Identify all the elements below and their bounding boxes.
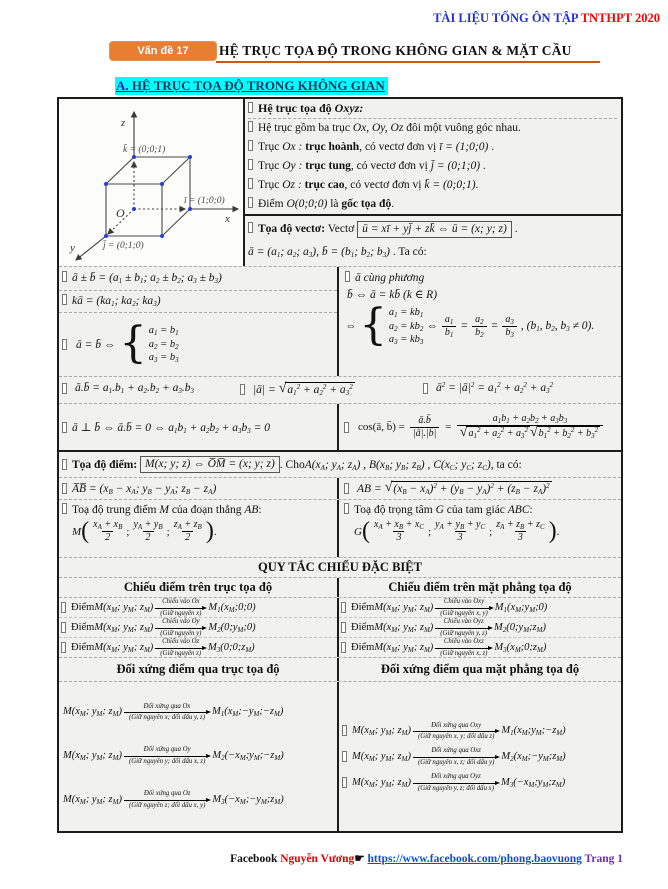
k-vector-label: k̄ = (0;0;1)	[123, 145, 166, 155]
footer-facebook-label: Facebook	[230, 853, 281, 865]
fraction: $\frac{y_A + y_B}{2}$	[133, 519, 163, 543]
footer-author-name: Nguyễn Vương	[280, 853, 355, 865]
ab-vector-formula: A̅B̅ = ($x_B - x_A$; $y_B - y_A$; $z_B - z_A$)	[59, 478, 337, 499]
fraction: $\frac{a_1}{b_1}$	[442, 314, 457, 339]
projection-axis-column	[59, 598, 337, 657]
table-row	[59, 499, 621, 557]
vector-ab-line: ā = ($a_1$; $a_2$; $a_3$), b̄ = ($b_1$; $b_2$; $b_3$) . Ta có:	[248, 246, 427, 259]
section-a-heading	[115, 77, 388, 95]
symmetry-header-axis: Đối xứng điểm qua trục tọa độ	[116, 662, 280, 676]
projection-row: Điểm $M(x_M$; $y_M$; $z_M$) Chiếu vào Oyz (Giữ nguyên y, z) $M_2(0;y_M;z_M)$	[339, 617, 621, 637]
equation-system: { $a_1 = kb_1$ $a_2 = kb_2$ $a_3 = kb_3$	[359, 299, 424, 350]
figure-cell	[59, 99, 245, 266]
vector-add-formula: ā ± b̄ = ($a_1 \pm b_1$; $a_2 \pm b_2$; $a_3 \pm b_3$)	[59, 267, 337, 291]
projection-row: Điểm $M(x_M$; $y_M$; $z_M$) Chiếu vào Oxy (Giữ nguyên x, y) $M_1(x_M;y_M;0)$	[339, 598, 621, 617]
boxed-vector-formula: ū = xī + yj̄ + zk̄ ⇔ ū = (x; y; z)	[357, 221, 512, 238]
header-title: TÀI LIỆU TỔNG ÔN TẬP	[433, 11, 578, 25]
fraction: $\frac{y_A + y_B + y_C}{3}$	[435, 519, 486, 543]
symmetry-axis-column	[59, 682, 337, 831]
mapping-arrow: Chiếu vào Oz (Giữ nguyên z)	[155, 639, 206, 658]
projection-row: Điểm $M(x_M$; $y_M$; $z_M$) Chiếu vào Ox (Giữ nguyên x) $M_1(x_M;0;0)$	[59, 598, 337, 617]
vector-ops-cell	[59, 267, 337, 376]
origin-label: O	[116, 206, 125, 220]
centroid-caption: Toạ độ trọng tâm G của tam giác ABC:	[344, 503, 621, 516]
projection-plane-column	[337, 598, 621, 657]
mapping-arrow: Đối xứng qua Oxy (Giữ nguyên x, y; đổi dấu z)	[413, 723, 499, 742]
axes-title: Hệ trục tọa độ Oxyz:	[248, 100, 617, 119]
symmetry-header-plane: Đối xứng điểm qua mặt phẳng tọa độ	[337, 658, 621, 681]
sqrt: √ $a_1^2 + a_2^2 + a_3^2$	[459, 425, 528, 440]
symmetry-headers	[59, 657, 621, 681]
projection-row: Điểm $M(x_M$; $y_M$; $z_M$) Chiếu vào Oxz (Giữ nguyên x, z) $M_3(x_M;0;z_M)$	[339, 637, 621, 657]
section-a-title: HỆ TRỤC TỌA ĐỘ TRONG KHÔNG GIAN	[131, 78, 385, 93]
axes-info	[245, 99, 621, 216]
main-table	[57, 97, 623, 833]
collinear-system: ⇔ { $a_1 = kb_1$ $a_2 = kb_2$ $a_3 = kb_3$ ⇔ $\frac{a_1}{b_1}$ = $\frac{a_2}{b_2}$ = $\frac{a_3}{b_3}$ , ($b_1$, $b_2$, $b_3 \ne 0$).	[345, 299, 595, 350]
sqrt: √ $a_1^2 + a_2^2 + a_3^2$	[278, 381, 353, 397]
point-coords-row: Tọa độ điểm: M(x; y; z) ⇔ O̅M̅ = (x; y; z) . Cho $A(x_A$; $y_A$; $z_A$) , $B(x_B$; $y_B$; $z_B$) , $C(x_C$; $y_C$; $z_C$) , ta có:	[59, 450, 621, 477]
j-vector-label: j̄ = (0;1;0)	[103, 241, 144, 251]
midpoint-caption: Toạ độ trung điểm M của đoạn thẳng AB:	[62, 503, 337, 516]
midpoint-formula: M ( $\frac{x_A + x_B}{2}$ ; $\frac{y_A + y_B}{2}$ ; $\frac{z_A + z_B}{2}$ ) .	[72, 517, 217, 544]
table-row	[59, 403, 621, 450]
fraction: $\frac{z_A + z_B + z_C}{3}$	[496, 519, 545, 543]
axis-ox-line: Trục Ox : trục hoành, có vectơ đơn vị ī = (1;0;0) .	[248, 138, 617, 157]
table-row	[59, 477, 621, 499]
header-year: TNTHPT 2020	[580, 11, 660, 25]
fraction: $\frac{z_A + z_B}{2}$	[173, 519, 202, 543]
equation-system: { $a_1 = b_1$ $a_2 = b_2$ $a_3 = b_3$	[119, 318, 179, 369]
midpoint-cell	[59, 500, 337, 557]
symmetry-row: $M(x_M$; $y_M$; $z_M$) Đối xứng qua Ox (Giữ nguyên x; đổi dấu y, z) $M_1(x_M;-y_M;-z_M)$	[63, 702, 284, 722]
i-vector-label: ī = (1;0;0)	[184, 196, 225, 206]
projection-row: Điểm $M(x_M$; $y_M$; $z_M$) Chiếu vào Oy (Giữ nguyên y) $M_2(0;y_M;0)$	[59, 617, 337, 637]
problem-tab	[109, 41, 217, 61]
symmetry-row: $M(x_M$; $y_M$; $z_M$) Đối xứng qua Oxy (Giữ nguyên x, y; đổi dấu z) $M_1(x_M;y_M;-z_M)$	[342, 722, 621, 741]
coordinate-cube-figure	[59, 99, 243, 264]
projection-banner: QUY TẮC CHIẾU ĐẶC BIỆT	[59, 557, 621, 577]
cos-angle-formula: cos(ā, b̄) = $\frac{ā.b̄}{|ā|.|b̄|}$ = $a_1b_1 + a_2b_2 + a_3b_3$ √ $a_1^2 + a_2^2 + a_3^2$ √ $b_1^2 + b_2^2 + b_3^2$	[337, 404, 621, 450]
symmetry-plane-column	[337, 682, 621, 831]
mapping-arrow: Chiếu vào Oxy (Giữ nguyên x, y)	[435, 599, 493, 618]
vector-scalar-formula: kā = ($ka_1$; $ka_2$; $ka_3$)	[59, 291, 337, 313]
symmetry-rows	[59, 681, 621, 831]
symmetry-row: $M(x_M$; $y_M$; $z_M$) Đối xứng qua Oy (Giữ nguyên y; đổi dấu x, z) $M_2(-x_M;y_M;-z_M)$	[63, 746, 284, 765]
mapping-arrow: Đối xứng qua Oyz (Giữ nguyên y, z; đổi dấu x)	[413, 774, 499, 793]
dot-product-row	[59, 376, 621, 403]
collinear-line2: b̄ ⇔ ā = kb̄ (k ∈ R)	[347, 289, 438, 301]
centroid-cell	[337, 500, 621, 557]
symmetry-row: $M(x_M$; $y_M$; $z_M$) Đối xứng qua Oxz (Giữ nguyên x, z; đổi dấu y) $M_2(x_M;-y_M;z_M)$	[342, 747, 621, 766]
axis-oz-line: Trục Oz : trục cao, có vectơ đơn vị k̄ = (0;0;1).	[248, 176, 617, 195]
problem-title: HỆ TRỤC TỌA ĐỘ TRONG KHÔNG GIAN & MẶT CẦU	[219, 43, 572, 58]
dot-product-formula: ā.b̄ = $a_1.b_1 + a_2.b_2 + a_3.b_3$	[62, 382, 194, 394]
vector-square-formula: $ā^2$ = $|ā|^2 = a_1^2 + a_2^2 + a_3^2$	[423, 382, 553, 394]
mapping-arrow: Chiếu vào Oyz (Giữ nguyên y, z)	[435, 619, 492, 638]
page-number: Trang 1	[581, 853, 623, 865]
collinear-line1: ā cùng phương	[345, 270, 619, 287]
ab-length-formula: AB = √ $(x_B - x_A)^2 + (y_B - y_A)^2 + (z_B - z_A)^2$	[337, 478, 621, 499]
x-axis-label: x	[225, 213, 230, 225]
origin-line: Điểm O(0;0;0) là gốc tọa độ.	[248, 195, 617, 214]
fraction: $\frac{x_A + x_B + x_C}{3}$	[373, 519, 425, 543]
facebook-link[interactable]: https://www.facebook.com/phong.baovuong	[367, 853, 582, 865]
fraction: $\frac{a_2}{b_2}$	[472, 314, 487, 339]
problem-tab-label: Vấn đề 17	[137, 45, 189, 57]
mapping-arrow: Chiếu vào Ox (Giữ nguyên x)	[155, 599, 206, 618]
axes-description-cell	[245, 99, 621, 266]
projection-header-plane: Chiếu điểm trên mặt phẳng tọa độ	[337, 578, 621, 597]
mapping-arrow: Đối xứng qua Oy (Giữ nguyên y; đổi dấu x, z)	[124, 747, 210, 766]
centroid-formula: G ( $\frac{x_A + x_B + x_C}{3}$ ; $\frac{y_A + y_B + y_C}{3}$ ; $\frac{z_A + z_B + z_C}{3}$ ) .	[354, 517, 560, 544]
title-underline	[216, 61, 600, 63]
projection-rows	[59, 597, 621, 657]
table-row	[59, 266, 621, 376]
z-axis-label: z	[121, 117, 126, 129]
axis-oy-line: Trục Oy : trục tung, có vectơ đơn vị j̄ = (0;1;0) .	[248, 157, 617, 176]
vector-coords-cell	[245, 216, 621, 266]
mapping-arrow: Đối xứng qua Oxz (Giữ nguyên x, z; đổi dấu y)	[413, 748, 499, 767]
fraction: $\frac{ā.b̄}{|ā|.|b̄|}$	[410, 415, 440, 440]
fraction: $a_1b_1 + a_2b_2 + a_3b_3$ √ $a_1^2 + a_2^2 + a_3^2$ √ $b_1^2 + b_2^2 + b_3^2$	[457, 413, 603, 441]
collinear-cell	[337, 267, 621, 376]
symmetry-row: $M(x_M$; $y_M$; $z_M$) Đối xứng qua Oyz (Giữ nguyên y, z; đổi dấu x) $M_3(-x_M;y_M;z_M)$	[342, 773, 621, 792]
pointer-hand-icon: ☛	[354, 853, 368, 865]
mapping-arrow: Chiếu vào Oxz (Giữ nguyên x, z)	[435, 639, 492, 658]
vector-def-line: Tọa độ vectơ: Vectơ ū = xī + yj̄ + zk̄ ⇔ ū = (x; y; z) .	[248, 218, 617, 241]
mapping-arrow: Đối xứng qua Oz (Giữ nguyên z; đổi dấu x, y)	[124, 791, 210, 810]
sqrt: √ $(x_B - x_A)^2 + (y_B - y_A)^2 + (z_B - z_A)^2$	[384, 480, 550, 496]
table-row	[59, 99, 621, 266]
document-header	[433, 11, 660, 26]
perpendicular-formula: ā ⊥ b̄ ⇔ ā.b̄ = 0 ⇔ $a_1b_1 + a_2b_2 + a_3b_3 = 0$	[59, 404, 337, 450]
vector-equal-formula: ā = b̄ ⇔ { $a_1 = b_1$ $a_2 = b_2$ $a_3 = b_3$	[59, 313, 337, 376]
y-axis-label: y	[70, 242, 75, 254]
sqrt: √ $b_1^2 + b_2^2 + b_3^2$	[529, 425, 599, 440]
section-a-prefix: A.	[116, 78, 129, 93]
boxed-point-formula: M(x; y; z) ⇔ O̅M̅ = (x; y; z)	[140, 456, 280, 473]
page-footer	[57, 851, 623, 865]
projection-headers	[59, 577, 621, 597]
symmetry-row: $M(x_M$; $y_M$; $z_M$) Đối xứng qua Oz (Giữ nguyên z; đổi dấu x, y) $M_3(-x_M;-y_M;z_M)$	[63, 789, 284, 809]
mapping-arrow: Chiếu vào Oy (Giữ nguyên y)	[155, 619, 206, 638]
mapping-arrow: Đối xứng qua Ox (Giữ nguyên x; đổi dấu y, z)	[124, 704, 210, 723]
fraction: $\frac{a_3}{b_3}$	[502, 314, 517, 339]
axes-intro: Hệ trục gồm ba trục Ox, Oy, Oz đôi một vuông góc nhau.	[248, 119, 617, 138]
fraction: $\frac{x_A + x_B}{2}$	[93, 519, 123, 543]
projection-header-axis: Chiếu điểm trên trục tọa độ	[123, 580, 273, 594]
magnitude-formula: |ā| = √ $a_1^2 + a_2^2 + a_3^2$	[240, 382, 355, 397]
projection-row: Điểm $M(x_M$; $y_M$; $z_M$) Chiếu vào Oz (Giữ nguyên z) $M_3(0;0;z_M)$	[59, 637, 337, 657]
